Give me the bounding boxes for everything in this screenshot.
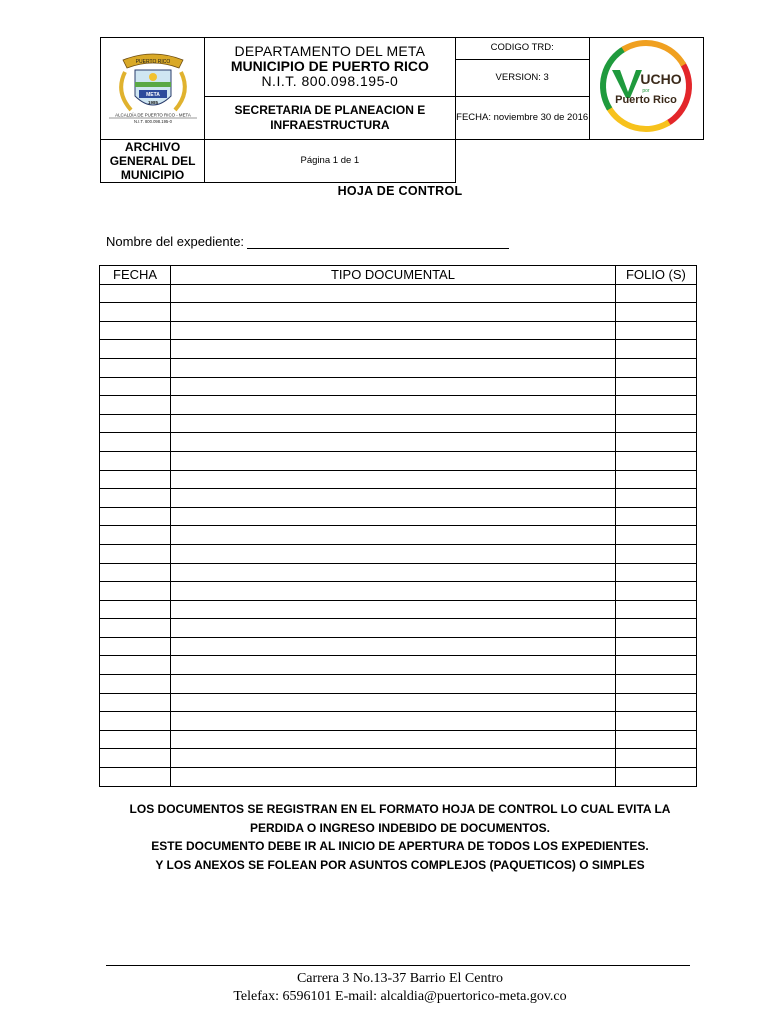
folio-cell[interactable] [615,675,696,694]
fecha-cell[interactable] [100,433,171,452]
table-row [100,470,697,489]
folio-cell[interactable] [615,451,696,470]
fecha-cell[interactable] [100,284,171,303]
folio-cell[interactable] [615,730,696,749]
tipo-documental-cell[interactable] [171,321,616,340]
nit-number: N.I.T. 800.098.195-0 [261,73,399,90]
fecha-cell[interactable] [100,600,171,619]
folio-cell[interactable] [615,600,696,619]
fecha-cell[interactable] [100,470,171,489]
folio-cell[interactable] [615,396,696,415]
folio-cell[interactable] [615,656,696,675]
table-row [100,544,697,563]
table-row [100,507,697,526]
table-row [100,433,697,452]
fecha-cell[interactable] [100,675,171,694]
department-name: DEPARTAMENTO DEL META [234,43,426,60]
folio-cell[interactable] [615,377,696,396]
table-row [100,377,697,396]
table-row [100,712,697,731]
fecha-cell[interactable] [100,489,171,508]
municipal-logo-cell [101,38,205,140]
fecha-cell[interactable] [100,619,171,638]
municipality-name: MUNICIPIO DE PUERTO RICO [230,58,429,75]
tipo-documental-cell[interactable] [171,303,616,322]
tipo-documental-cell[interactable] [171,507,616,526]
fecha-cell[interactable] [100,414,171,433]
tipo-documental-cell[interactable] [171,489,616,508]
codigo-trd: CODIGO TRD: [455,38,589,60]
table-row [100,451,697,470]
brand-mid: por [642,88,651,94]
folio-cell[interactable] [615,433,696,452]
tipo-documental-cell[interactable] [171,675,616,694]
brand-logo-cell [589,38,703,140]
table-row [100,768,697,787]
tipo-documental-cell[interactable] [171,451,616,470]
folio-cell[interactable] [615,749,696,768]
fecha-cell[interactable] [100,321,171,340]
table-row [100,693,697,712]
notice-line: PERDIDA O INGRESO INDEBIDO DE DOCUMENTOS. [249,820,551,835]
tipo-documental-cell[interactable] [171,340,616,359]
folio-cell[interactable] [615,768,696,787]
pagina: Página 1 de 1 [205,140,455,183]
table-row [100,340,697,359]
logo-year: 1985 [147,100,158,105]
folio-cell[interactable] [615,358,696,377]
municipal-coat-of-arms-logo [105,46,201,126]
tipo-documental-cell[interactable] [171,730,616,749]
footer-address: Carrera 3 No.13-37 Barrio El Centro [296,971,504,986]
fecha-cell[interactable] [100,544,171,563]
document-header [100,37,704,183]
tipo-documental-cell[interactable] [171,433,616,452]
form-title: HOJA DE CONTROL [337,184,463,198]
table-row [100,303,697,322]
table-row [100,619,697,638]
tipo-documental-cell[interactable] [171,526,616,545]
footer-contact: Telefax: 6596101 E-mail: alcaldia@puertorico-meta.gov.co [233,989,567,1004]
folio-cell[interactable] [615,489,696,508]
tipo-documental-cell[interactable] [171,712,616,731]
notice-line: ESTE DOCUMENTO DEBE IR AL INICIO DE APERTURA DE TODOS LOS EXPEDIENTES. [151,839,649,853]
expediente-field[interactable] [106,234,509,249]
fecha-cell[interactable] [100,358,171,377]
table-row [100,489,697,508]
tipo-documental-cell[interactable] [171,582,616,601]
instructions-notice [0,800,768,874]
table-row [100,358,697,377]
tipo-documental-cell[interactable] [171,563,616,582]
archivo-name: ARCHIVO GENERAL DEL MUNICIPIO [101,140,205,183]
fecha-cell[interactable] [100,340,171,359]
table-row [100,321,697,340]
version: VERSION: 3 [455,59,589,96]
tipo-documental-cell[interactable] [171,377,616,396]
expediente-label: Nombre del expediente: [106,234,245,249]
fecha-cell[interactable] [100,693,171,712]
control-table-body [100,284,697,786]
logo-shield-text: META [145,92,160,98]
column-header-folio: FOLIO (S) [615,266,696,285]
tipo-documental-cell[interactable] [171,656,616,675]
folio-cell[interactable] [615,619,696,638]
table-row [100,637,697,656]
folio-cell[interactable] [615,693,696,712]
tipo-documental-cell[interactable] [171,619,616,638]
table-row [100,675,697,694]
folio-cell[interactable] [615,284,696,303]
fecha-cell[interactable] [100,563,171,582]
tipo-documental-cell[interactable] [171,470,616,489]
expediente-blank-line[interactable] [247,235,509,249]
control-table [99,265,697,787]
table-row [100,396,697,415]
table-row [100,526,697,545]
footer-rule [106,965,690,966]
folio-cell[interactable] [615,526,696,545]
tipo-documental-cell[interactable] [171,358,616,377]
notice-line: Y LOS ANEXOS SE FOLEAN POR ASUNTOS COMPLEJOS (PAQUETICOS) O SIMPLES [155,857,645,872]
logo-caption-line1: ALCALDÍA DE PUERTO RICO - META [114,112,191,118]
table-row [100,730,697,749]
vucho-por-puerto-rico-logo [598,38,694,134]
fecha: FECHA: noviembre 30 de 2016 [455,96,589,139]
tipo-documental-cell[interactable] [171,693,616,712]
fecha-cell[interactable] [100,749,171,768]
entity-name-cell [205,38,455,97]
table-row [100,284,697,303]
folio-cell[interactable] [615,507,696,526]
tipo-documental-cell[interactable] [171,396,616,415]
folio-cell[interactable] [615,712,696,731]
fecha-cell[interactable] [100,451,171,470]
folio-cell[interactable] [615,470,696,489]
brand-line2: Puerto Rico [615,94,678,106]
logo-banner-text: PUERTO RICO [135,59,170,65]
tipo-documental-cell[interactable] [171,544,616,563]
folio-cell[interactable] [615,637,696,656]
table-row [100,600,697,619]
folio-cell[interactable] [615,582,696,601]
folio-cell[interactable] [615,414,696,433]
fecha-cell[interactable] [100,526,171,545]
brand-line1: UCHO [640,71,683,87]
folio-cell[interactable] [615,563,696,582]
tipo-documental-cell[interactable] [171,414,616,433]
logo-caption-line2: N.I.T. 800.098.195-0 [133,119,172,124]
notice-line: LOS DOCUMENTOS SE REGISTRAN EN EL FORMATO HOJA DE CONTROL LO CUAL EVITA LA [129,802,671,816]
table-row [100,749,697,768]
fecha-cell[interactable] [100,303,171,322]
folio-cell[interactable] [615,303,696,322]
tipo-documental-cell[interactable] [171,768,616,787]
fecha-cell[interactable] [100,730,171,749]
column-header-tipo-documental: TIPO DOCUMENTAL [171,266,616,285]
folio-cell[interactable] [615,544,696,563]
table-row [100,656,697,675]
fecha-cell[interactable] [100,637,171,656]
column-header-fecha: FECHA [100,266,171,285]
folio-cell[interactable] [615,321,696,340]
table-row [100,582,697,601]
secretaria-name: SECRETARIA DE PLANEACION E INFRAESTRUCTURA [205,96,455,139]
folio-cell[interactable] [615,340,696,359]
table-row [100,414,697,433]
table-row [100,563,697,582]
fecha-cell[interactable] [100,656,171,675]
tipo-documental-cell[interactable] [171,284,616,303]
fecha-cell[interactable] [100,712,171,731]
tipo-documental-cell[interactable] [171,637,616,656]
fecha-cell[interactable] [100,768,171,787]
tipo-documental-cell[interactable] [171,749,616,768]
fecha-cell[interactable] [100,377,171,396]
tipo-documental-cell[interactable] [171,600,616,619]
fecha-cell[interactable] [100,582,171,601]
fecha-cell[interactable] [100,507,171,526]
fecha-cell[interactable] [100,396,171,415]
